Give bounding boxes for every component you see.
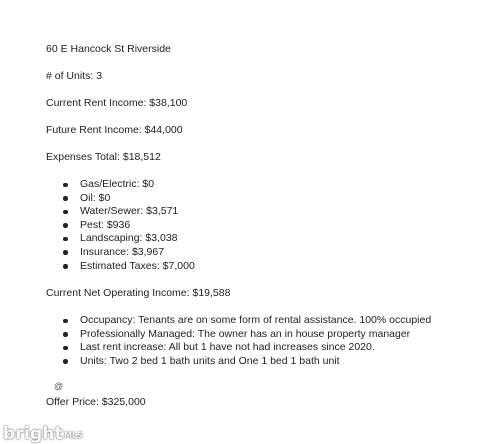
bullet-icon [63,332,68,337]
list-item: Landscaping: $3,038 [46,232,195,246]
bullet-icon [63,183,68,188]
list-item: Water/Sewer: $3,571 [46,205,195,219]
list-item: Gas/Electric: $0 [46,178,195,192]
bullet-icon [63,359,68,364]
list-item: Occupancy: Tenants are on some form of rental assistance. 100% occupied [46,314,431,328]
bullet-icon [63,250,68,255]
offer-price: Offer Price: $325,000 [46,396,146,408]
units-count: # of Units: 3 [46,70,103,82]
notes-list [46,314,431,368]
list-item: Oil: $0 [46,192,195,206]
list-item: Insurance: $3,967 [46,246,195,260]
net-operating-income: Current Net Operating Income: $19,588 [46,287,231,299]
list-item: Pest: $936 [46,219,195,233]
bright-mls-watermark [3,423,83,443]
bullet-icon [63,346,68,351]
property-address: 60 E Hancock St Riverside [46,43,171,55]
bullet-icon [63,237,68,242]
watermark-brand: bright [3,424,63,444]
list-item: Last rent increase: All but 1 have not had increases since 2020. [46,341,431,355]
future-rent-income: Future Rent Income: $44,000 [46,124,183,136]
bullet-icon [63,319,68,324]
list-item: Estimated Taxes: $7,000 [46,260,195,274]
bullet-icon [63,210,68,215]
watermark-suffix: MLS [63,431,83,440]
list-item: Units: Two 2 bed 1 bath units and One 1 bed 1 bath unit [46,355,431,369]
expenses-list [46,178,195,273]
list-item: Professionally Managed: The owner has an in house property manager [46,328,431,342]
bullet-icon [63,264,68,269]
current-rent-income: Current Rent Income: $38,100 [46,97,188,109]
bullet-icon [63,196,68,201]
expenses-total: Expenses Total: $18,512 [46,151,161,163]
at-symbol: @ [54,381,64,391]
bullet-icon [63,223,68,228]
